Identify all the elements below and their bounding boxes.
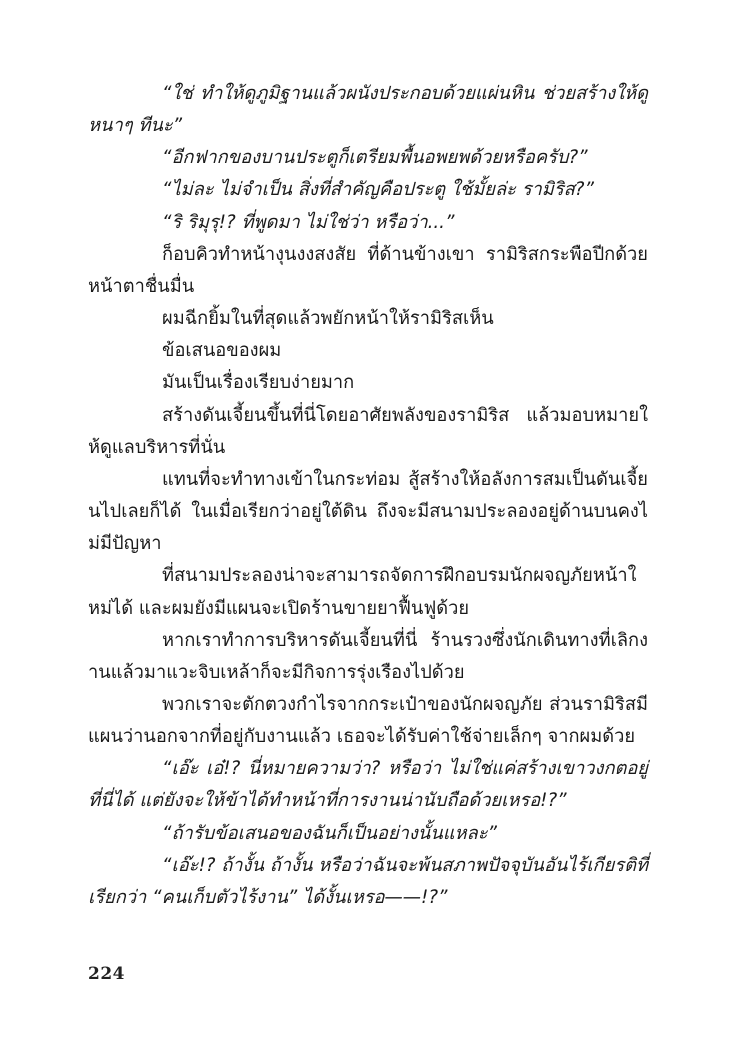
paragraph-14: “เอ๊ะ เอ๋!? นี่หมายความว่า? หรือว่า ไม่ใช่แค่สร้างเขาวงกตอยู่ที่นี่ได้ แต่ยังจะให้ข้าได้ทำหน้าที่การงานน่านับถือด้วยเหรอ!?” (88, 758, 648, 812)
paragraph-10: แทนที่จะทำทางเข้าในกระท่อม สู้สร้างให้อลังการสมเป็นดันเจี้ยนไปเลยก็ได้ ในเมื่อเรียกว่าอยู่ใต้ดิน ถึงจะมีสนามประลองอยู่ด้านบนคงไม่มีปัญหา (88, 468, 648, 555)
paragraph-7: ข้อเสนอของผม (162, 340, 282, 362)
body-text (88, 78, 648, 914)
paragraph-4: “ริ ริมุรุ!? ที่พูดมา ไม่ใช่ว่า หรือว่า...” (162, 211, 455, 233)
paragraph-11: ที่สนามประลองน่าจะสามารถจัดการฝึกอบรมนักผจญภัยหน้าใหม่ได้ และผมยังมีแผนจะเปิดร้านขายยาฟื้นฟูด้วย (88, 565, 637, 619)
paragraph-12: หากเราทำการบริหารดันเจี้ยนที่นี่ ร้านรวงซึ่งนักเดินทางที่เลิกงานแล้วมาแวะจิบเหล้าก็จะมีกิจการรุ่งเรืองไปด้วย (88, 629, 648, 683)
paragraph-13: พวกเราจะตักตวงกำไรจากกระเป๋าของนักผจญภัย ส่วนรามิริสมีแผนว่านอกจากที่อยู่กับงานแล้ว เธอจะได้รับค่าใช้จ่ายเล็กๆ จากผมด้วย (88, 693, 648, 748)
paragraph-8: มันเป็นเรื่องเรียบง่ายมาก (162, 372, 355, 394)
paragraph-3: “ไม่ละ ไม่จำเป็น สิ่งที่สำคัญคือประตู ใช้มั้ยล่ะ รามิริส?” (162, 179, 594, 201)
paragraph-15: “ถ้ารับข้อเสนอของฉันก็เป็นอย่างนั้นแหละ” (162, 822, 497, 844)
paragraph-1: “ใช่ ทำให้ดูภูมิฐานแล้วผนังประกอบด้วยแผ่นหิน ช่วยสร้างให้ดูหนาๆ ทีนะ” (88, 83, 648, 137)
paragraph-2: “อีกฟากของบานประตูก็เตรียมพื้นอพยพด้วยหรือครับ?” (162, 147, 588, 169)
paragraph-9: สร้างดันเจี้ยนขึ้นที่นี่โดยอาศัยพลังของรามิริส แล้วมอบหมายให้ดูแลบริหารที่นั่น (88, 404, 648, 458)
paragraph-6: ผมฉีกยิ้มในที่สุดแล้วพยักหน้าให้รามิริสเห็น (162, 308, 494, 330)
paragraph-16: “เอ๊ะ!? ถ้างั้น ถ้างั้น หรือว่าฉันจะพ้นสภาพปัจจุบันอันไร้เกียรติที่เรียกว่า “คนเก็บตัวไร้งาน” ได้งั้นเหรอ——!?” (88, 854, 648, 908)
paragraph-5: ก็อบคิวทำหน้างุนงงสงสัย ที่ด้านข้างเขา รามิริสกระพือปีกด้วยหน้าตาชื่นมื่น (88, 243, 648, 297)
page-number: 224 (88, 964, 125, 984)
